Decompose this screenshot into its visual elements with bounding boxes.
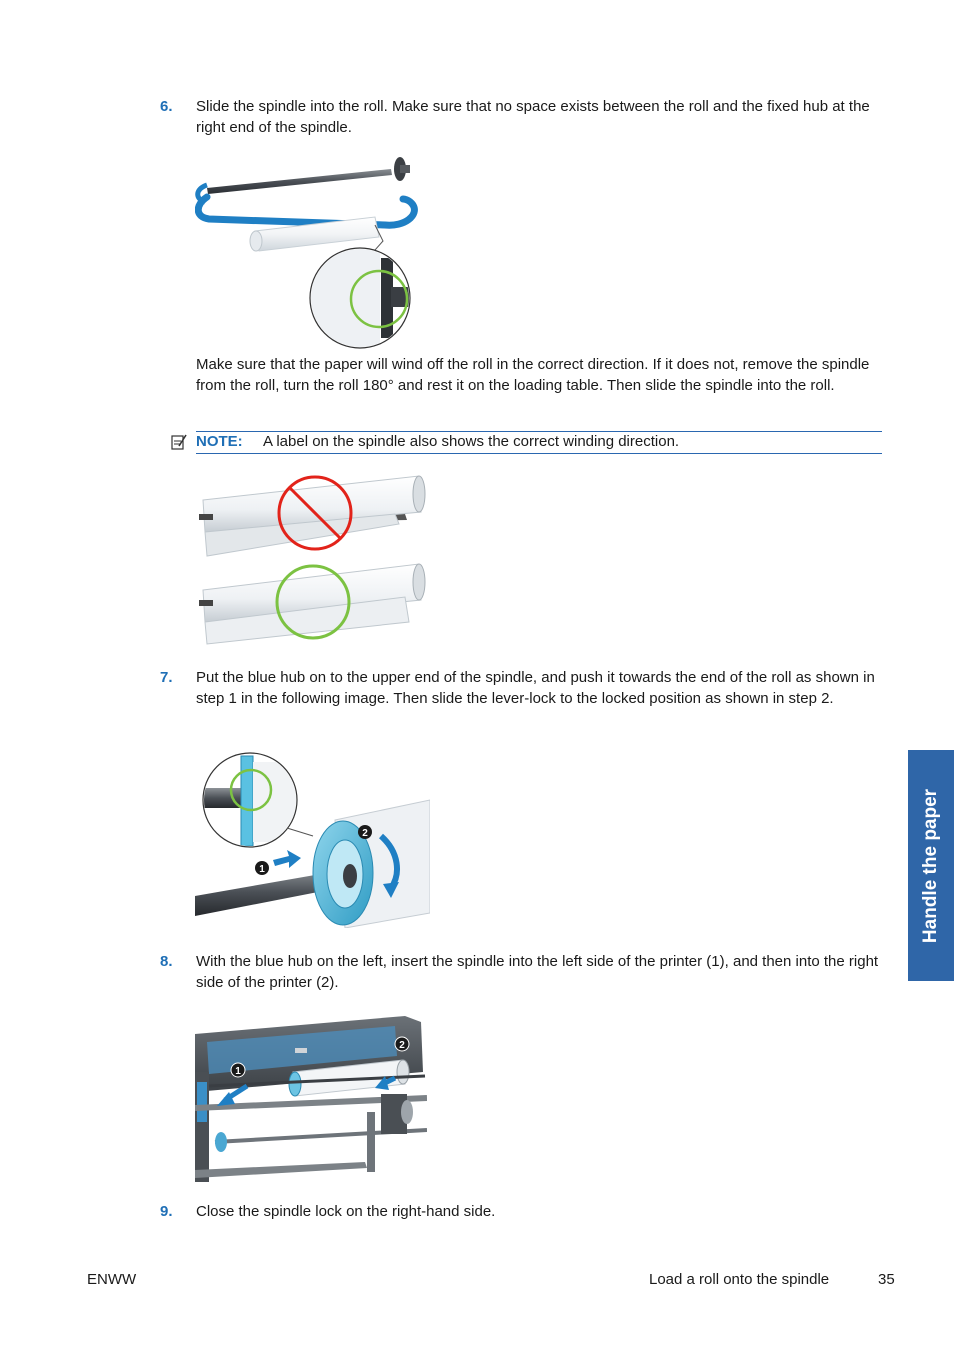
step-9 xyxy=(160,1201,882,1222)
spindle-rod xyxy=(207,169,392,194)
svg-text:1: 1 xyxy=(235,1066,241,1077)
note-text: A label on the spindle also shows the correct winding direction. xyxy=(263,433,680,450)
footer-section: Load a roll onto the spindle xyxy=(649,1271,830,1288)
note-icon xyxy=(170,433,188,451)
step-number: 6. xyxy=(160,98,173,115)
callout-1 xyxy=(231,1063,245,1077)
correct-roll xyxy=(199,564,425,644)
step-7 xyxy=(160,667,882,709)
step-text: Slide the spindle into the roll. Make sure that no space exists between the roll and the fixed hub at the right end of the spindle. xyxy=(196,98,870,136)
blue-hub-figure xyxy=(195,748,430,928)
callout-2 xyxy=(395,1037,409,1051)
chapter-tab-label: Handle the paper xyxy=(920,788,941,943)
insert-arrow xyxy=(198,197,414,225)
svg-text:2: 2 xyxy=(362,828,368,839)
step-text: Close the spindle lock on the right-hand side. xyxy=(196,1203,496,1220)
step-number: 9. xyxy=(160,1203,173,1220)
footer-left: ENWW xyxy=(87,1271,137,1288)
spindle-into-roll-figure xyxy=(195,155,430,350)
push-arrow xyxy=(273,850,301,868)
callout-2 xyxy=(358,825,372,839)
callout-1 xyxy=(255,861,269,875)
wrong-roll xyxy=(199,476,425,556)
note-label: NOTE: xyxy=(196,433,243,450)
direction-paragraph: Make sure that the paper will wind off the roll in the correct direction. If it does not, remove the spindle from the roll, turn the roll 180° and rest it on the loading table. Then slide the spindle into the roll. xyxy=(196,356,870,394)
page-number: 35 xyxy=(878,1271,895,1288)
step-8 xyxy=(160,951,882,993)
printer-figure xyxy=(195,1012,427,1182)
step-6 xyxy=(160,96,882,138)
step-number: 8. xyxy=(160,953,173,970)
note-box xyxy=(170,431,882,454)
svg-text:2: 2 xyxy=(399,1040,405,1051)
chapter-tab[interactable] xyxy=(908,750,954,981)
step-text: With the blue hub on the left, insert the spindle into the left side of the printer (1), and then into the right side of the printer (2). xyxy=(196,953,879,991)
svg-text:1: 1 xyxy=(259,864,265,875)
step-text: Put the blue hub on to the upper end of the spindle, and push it towards the end of the roll as shown in step 1 in the following image. Then slide the lever-lock to the locked position as shown in step 2. xyxy=(196,669,875,707)
winding-direction-figure xyxy=(195,472,430,647)
step-number: 7. xyxy=(160,669,173,686)
